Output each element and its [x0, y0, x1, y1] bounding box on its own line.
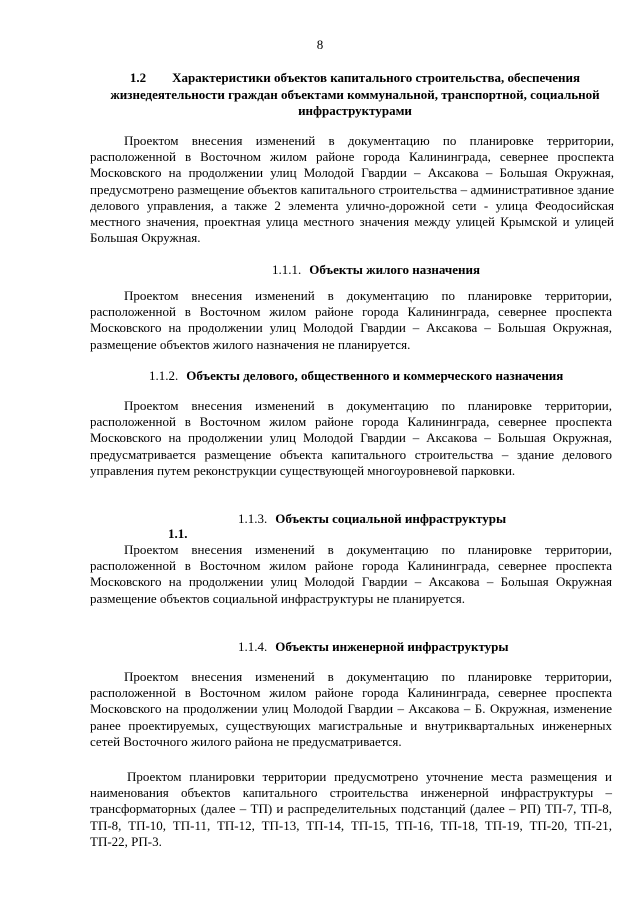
intro-paragraph: Проектом внесения изменений в документацию по планировке территории, расположенной в Восточном жилом районе города Калининграда, севернее проспекта Московского на продолжении улиц Молодой Гвардии – Аксакова – Большая Окружная, предусмотрено размещение объектов капитального строительства – административное здание делового управления, а также 2 элемента улично-дорожной сети - улица Феодосийская местного значения, проектная улица местного значения между улицей Крымской и улицей Большая Окружная.: [90, 133, 614, 246]
paragraph-engineering-substations: Проектом планировки территории предусмотрено уточнение места размещения и наименования объектов капитального строительства инженерной инфраструктуры – трансформаторных (далее – ТП) и распределительных подстанций (далее – РП) ТП-7, ТП-8, ТП-8, ТП-10, ТП-11, ТП-12, ТП-13, ТП-14, ТП-15, ТП-16, ТП-18, ТП-19, ТП-20, ТП-21, ТП-22, РП-3.: [90, 769, 612, 849]
subsection-number: 1.1.2.: [149, 368, 179, 383]
subsection-number: 1.1.1.: [272, 262, 302, 277]
paragraph-social: Проектом внесения изменений в документацию по планировке территории, расположенной в Восточном жилом районе города Калининграда, севернее проспекта Московского на продолжении улиц Молодой Гвардии – Аксакова – Большая Окружная размещение объектов социальной инфраструктуры не планируется.: [90, 542, 612, 606]
subsection-heading-social: [238, 511, 506, 527]
subsection-title: Объекты делового, общественного и коммерческого назначения: [186, 368, 564, 383]
paragraph-engineering: Проектом внесения изменений в документацию по планировке территории, расположенной в Восточном жилом районе города Калининграда, севернее проспекта Московского на продолжении улиц Молодой Гвардии – Аксакова – Б. Окружная, изменение ранее проектируемых, существующих магистральные и внутриквартальных инженерных сетей Восточного жилого района не предусматривается.: [90, 669, 612, 749]
subsection-number: 1.1.3.: [238, 511, 268, 526]
section-heading: [110, 70, 600, 120]
stray-heading-number: 1.1.: [168, 526, 188, 541]
section-number: 1.2: [129, 70, 147, 85]
subsection-title: Объекты социальной инфраструктуры: [275, 511, 507, 526]
subsection-heading-residential: [272, 262, 480, 278]
subsection-number: 1.1.4.: [238, 639, 268, 654]
paragraph-residential: Проектом внесения изменений в документацию по планировке территории, расположенной в Восточном жилом районе города Калининграда, севернее проспекта Московского на продолжении улиц Молодой Гвардии – Аксакова – Большая Окружная, размещение объектов жилого назначения не планируется.: [90, 288, 612, 352]
paragraph-business: Проектом внесения изменений в документацию по планировке территории, расположенной в Восточном жилом районе города Калининграда, севернее проспекта Московского на продолжении улиц Молодой Гвардии – Аксакова – Большая Окружная, предусматривается размещение объекта капитального строительства – здание делового управления путем реконструкции существующей многоуровневой парковки.: [90, 398, 612, 478]
subsection-title: Объекты инженерной инфраструктуры: [275, 639, 509, 654]
subsection-title: Объекты жилого назначения: [309, 262, 481, 277]
page-number: 8: [316, 37, 324, 52]
section-title: Характеристики объектов капитального строительства, обеспечения жизнедеятельности граждан объектами коммунальной, транспортной, социальной инфраструктурами: [110, 70, 600, 118]
subsection-heading-engineering: [238, 639, 509, 655]
subsection-heading-business: [149, 368, 563, 384]
